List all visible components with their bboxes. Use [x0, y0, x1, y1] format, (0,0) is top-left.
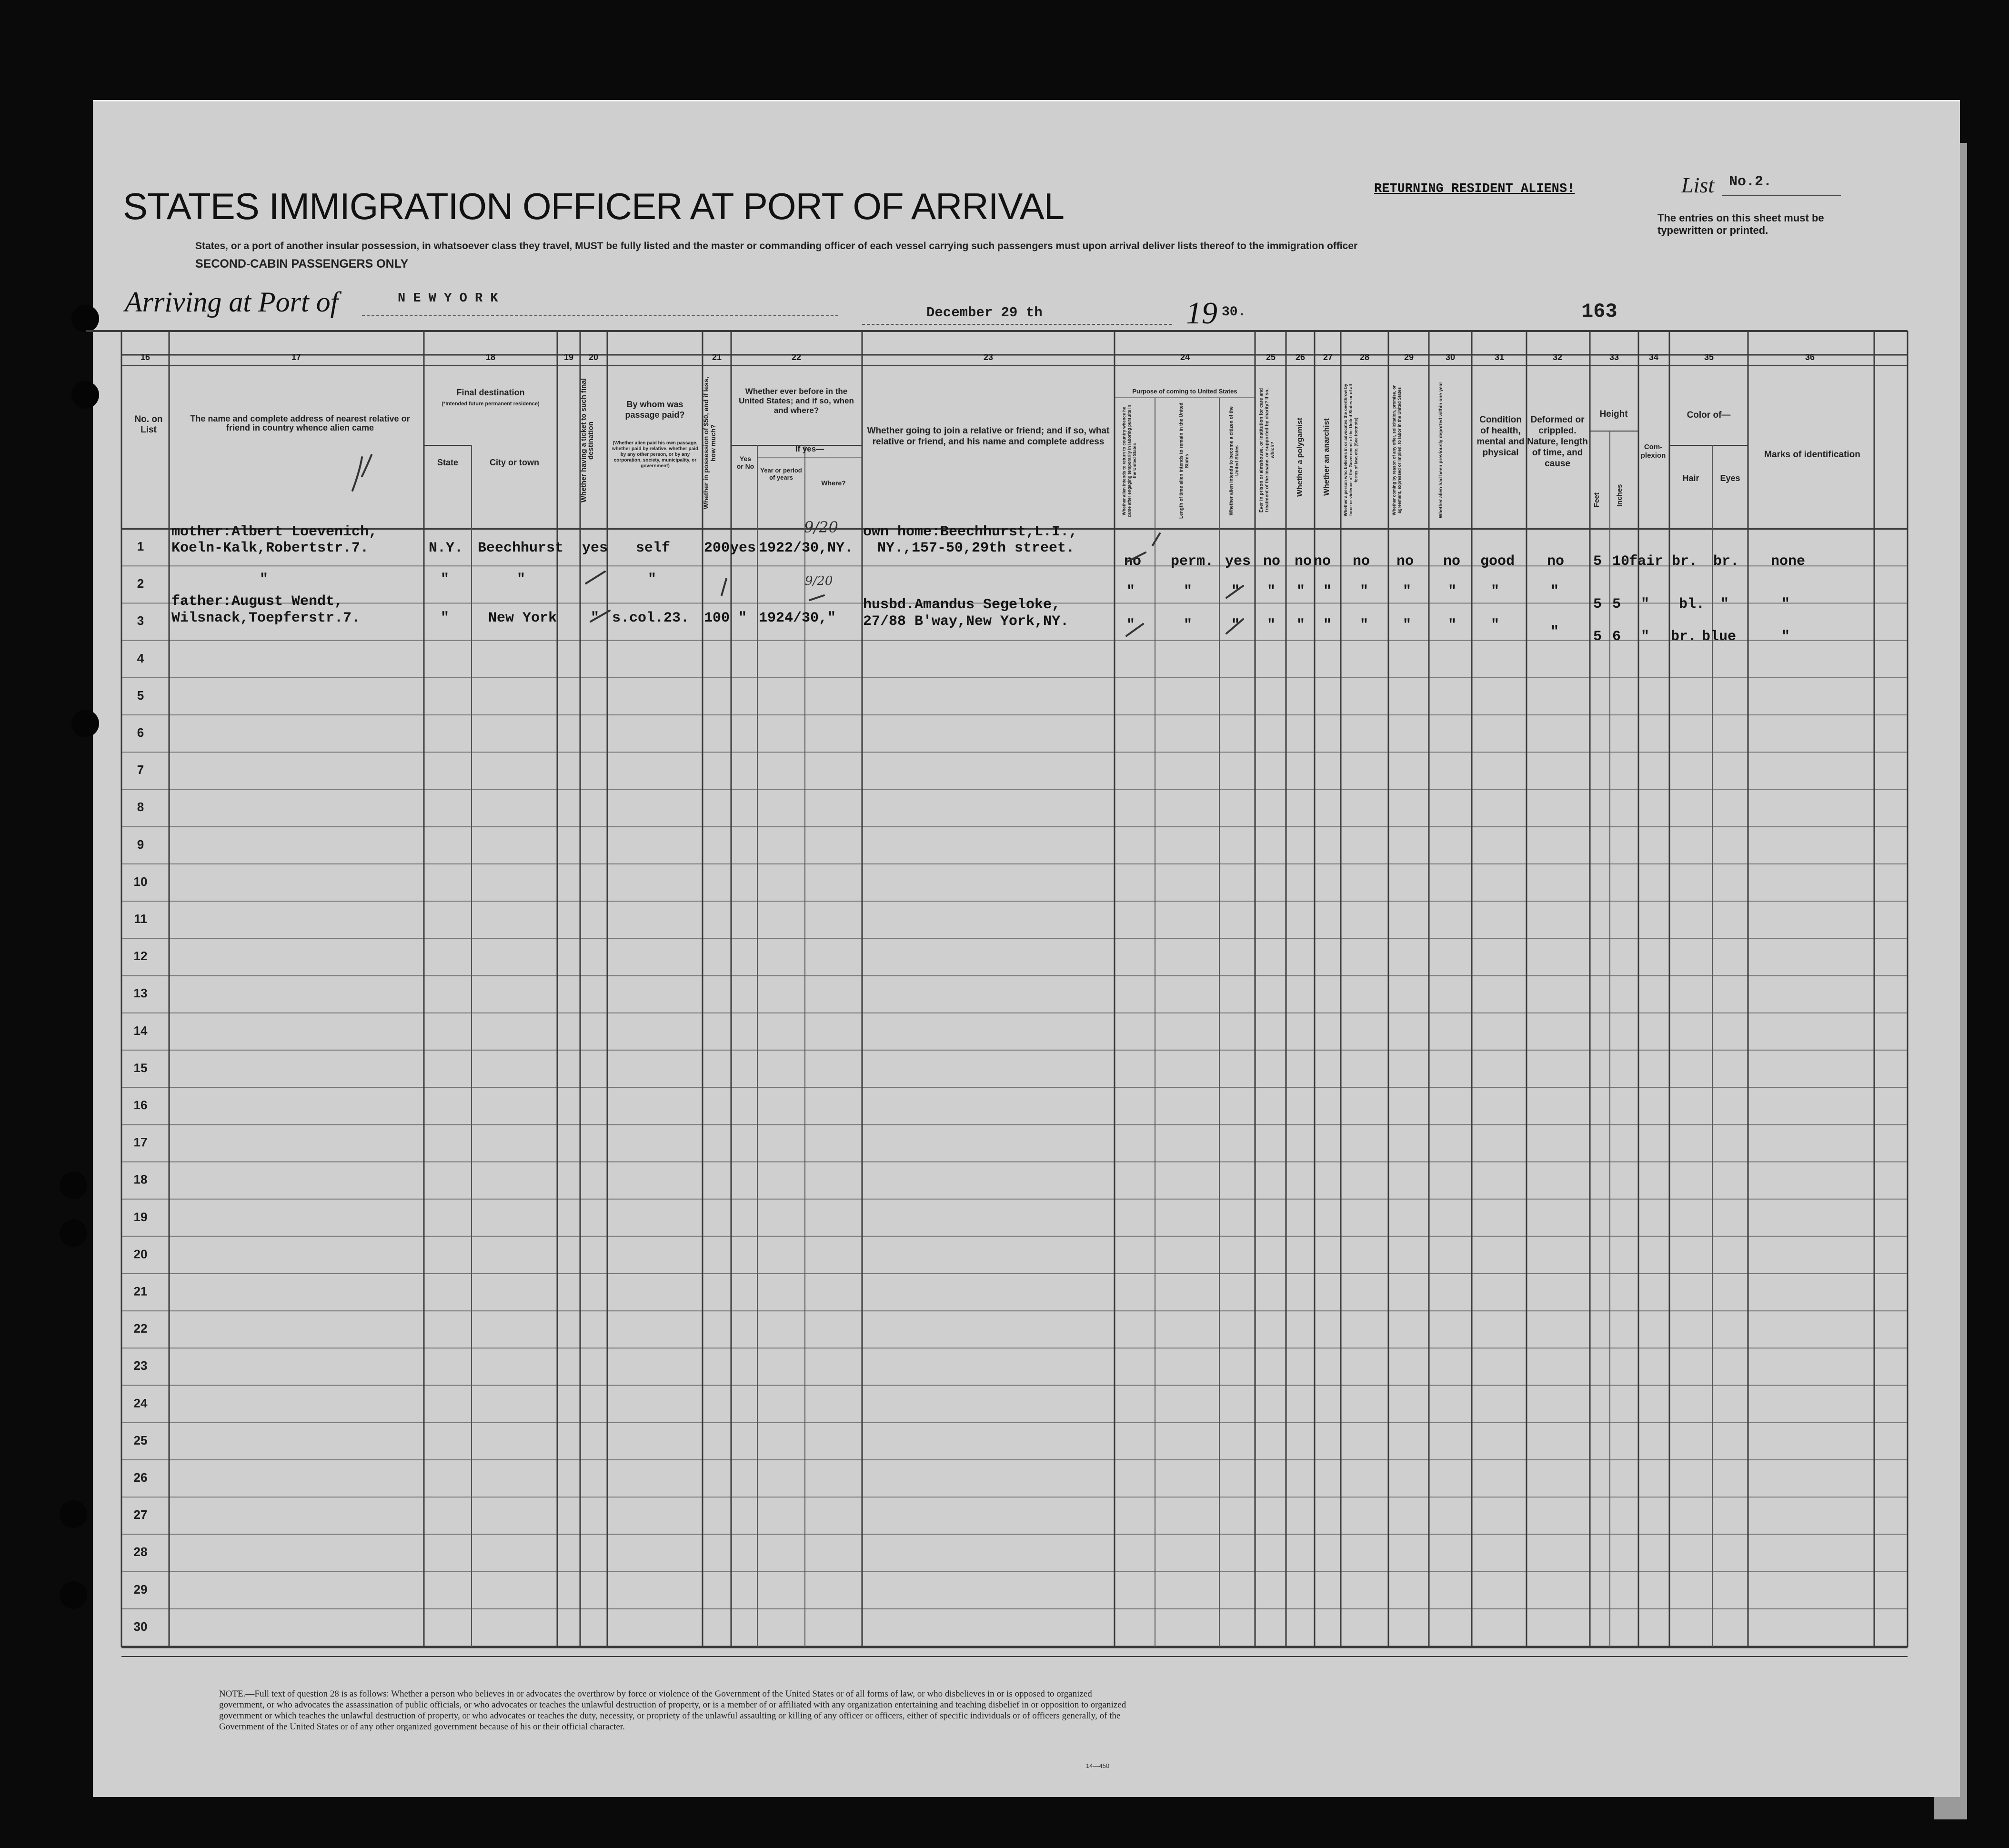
header-final-destination: Final destination — [456, 388, 525, 397]
r2-prison: " — [1267, 583, 1276, 600]
r1b-city: Beechhurst — [478, 540, 564, 556]
form-title: STATES IMMIGRATION OFFICER AT PORT OF ARRIVAL — [123, 185, 1065, 227]
row-number: 14 — [133, 1023, 148, 1038]
r1-purpose-citizen: yes — [1225, 553, 1251, 570]
r3b-years: 1924/30," — [759, 610, 836, 626]
column-number: 29 — [1404, 352, 1414, 362]
list-number: No.2. — [1729, 174, 1772, 190]
header-feet: Feet — [1593, 492, 1601, 508]
r1-join: own home:Beechhurst,L.I., — [863, 524, 1078, 540]
column-number: 33 — [1609, 352, 1619, 362]
r3-anarchist: " — [1323, 617, 1332, 633]
r1b-money: 200 — [704, 540, 730, 556]
row-number: 3 — [137, 613, 144, 628]
column-number: 31 — [1494, 352, 1505, 362]
header-eyes: Eyes — [1720, 473, 1740, 483]
row-number: 19 — [133, 1209, 148, 1224]
column-number: 20 — [588, 352, 599, 362]
header-labor-offer: Whether coming by reason of any offer, solicitation, promise, or agreement, expressed or implied, to labor in the United States — [1392, 385, 1402, 515]
r1-purpose-return: no — [1124, 553, 1142, 570]
port-name: N E W Y O R K — [398, 291, 498, 306]
header-purpose: Purpose of coming to United States — [1132, 388, 1237, 395]
r2-marks: " — [1781, 596, 1790, 613]
header-passage-paid-note: (Whether alien paid his own passage, whether paid by relative, whether paid by any other person, or by any corporation, society, municipality, or government) — [612, 441, 699, 469]
form-code: 14—450 — [1086, 1762, 1110, 1769]
header-prison: Ever in prison or almshouse, or institution for care and treatment of the insane, or supported by charity? If so, which? — [1259, 388, 1276, 512]
r3-purpose-citizen: " — [1231, 617, 1240, 633]
header-where: Where? — [821, 479, 846, 487]
row-number: 17 — [133, 1135, 148, 1150]
r1-health: good — [1480, 553, 1515, 570]
header-purpose-length: Length of time alien intends to remain in the United States — [1179, 402, 1190, 519]
r3-c29: " — [1403, 617, 1412, 633]
r1-marks: none — [1771, 553, 1806, 570]
r3-relative: father:August Wendt, — [171, 593, 343, 610]
header-color: Color of— — [1687, 410, 1731, 420]
r1-complexion: fair — [1629, 553, 1664, 570]
row-number: 23 — [133, 1358, 148, 1373]
footnote-question-28: NOTE.—Full text of question 28 is as follows: Whether a person who believes in or advocates the overthrow by force or violence of the Government of the United States or of all forms of law, or who disbelieves in or is opposed to organized government, or who advocates the assassination of public officials, or who advocates or teaches the unlawful destruction of property, or is a member of or affiliated with any organization entertaining and teaching disbelief in or opposition to organized government or which teaches the unlawful destruction of property, or who advocates or teaches the duty, necessity, or propriety of the unlawful assaulting or killing of any officer or officers, either of specific individuals or of officers generally, of the Government of the United States or of any other organized government because of his or their official character. — [219, 1689, 1126, 1732]
column-number: 18 — [485, 352, 496, 362]
row-number: 1 — [137, 539, 144, 553]
header-health: Condition of health, mental and physical — [1477, 415, 1525, 458]
r2-paid: " — [648, 572, 657, 588]
r3b-join: 27/88 B'way,New York,NY. — [863, 613, 1069, 630]
r3-join: husbd.Amandus Segeloke, — [863, 597, 1061, 613]
header-city: City or town — [490, 458, 539, 467]
handwritten-annotation: 9/20 — [804, 518, 838, 536]
r1-hair: br. — [1672, 553, 1698, 570]
header-complexion: Com-plexion — [1640, 443, 1666, 460]
r1b-paid: self — [636, 540, 671, 556]
r3-deformed: " — [1550, 624, 1559, 640]
header-final-destination-note: (*Intended future permanent residence) — [442, 401, 540, 407]
entries-note: The entries on this sheet must be typewritten or printed. — [1657, 212, 1824, 236]
header-ever-before: Whether ever before in the United States; and if so, when and where? — [739, 387, 854, 415]
r3b-money: 100 — [704, 610, 730, 626]
r3-feet: 5 — [1593, 629, 1602, 645]
r1-inches: 10 — [1612, 553, 1630, 570]
column-number: 21 — [712, 352, 722, 362]
column-number: 19 — [563, 352, 574, 362]
row-number: 12 — [133, 949, 148, 964]
r2-c29: " — [1403, 583, 1412, 600]
row-number: 30 — [133, 1619, 148, 1634]
column-number: 24 — [1180, 352, 1190, 362]
row-number: 2 — [137, 576, 144, 591]
r1-c28: no — [1353, 553, 1370, 570]
r2-city: " — [517, 572, 526, 588]
arrival-date: December 29 th — [926, 305, 1043, 321]
r1-c29: no — [1396, 553, 1414, 570]
r2-relative: " — [260, 572, 269, 588]
column-number: 27 — [1323, 352, 1333, 362]
row-number: 5 — [137, 688, 144, 703]
column-number: 36 — [1805, 352, 1815, 362]
r3b-ticket: " — [591, 610, 600, 626]
r1b-before: yes — [730, 540, 756, 556]
r3b-city: New York — [488, 610, 557, 626]
row-number: 21 — [133, 1284, 148, 1298]
header-marks: Marks of identification — [1764, 450, 1860, 460]
r2-complexion: " — [1641, 596, 1650, 613]
r3b-relative: Wilsnack,Toepferstr.7. — [171, 610, 361, 626]
handwritten-annotation: 9/20 — [805, 574, 833, 588]
r1-deformed: no — [1547, 553, 1565, 570]
header-polygamist: Whether a polygamist — [1296, 417, 1304, 497]
header-ticket: Whether having a ticket to such final destination — [580, 378, 595, 503]
row-number: 22 — [133, 1321, 148, 1336]
header-purpose-return: Whether alien intends to return to country whence he came after engaging temporarily in laboring pursuits in the United States — [1122, 404, 1137, 517]
row-number: 9 — [137, 837, 144, 852]
r1-c30: no — [1443, 553, 1461, 570]
r1b-join: NY.,157-50,29th street. — [877, 540, 1075, 556]
r1b-state: N.Y. — [429, 540, 463, 556]
row-number: 11 — [134, 912, 147, 926]
column-number: 22 — [791, 352, 802, 362]
header-yes-no: Yes or No — [736, 455, 754, 470]
header-year: Year or period of years — [760, 467, 802, 481]
r1b-relative: Koeln-Kalk,Robertstr.7. — [171, 540, 369, 556]
r3-health: " — [1491, 617, 1500, 633]
row-number: 28 — [133, 1545, 148, 1559]
header-inches: Inches — [1616, 484, 1624, 507]
r3-c28: " — [1360, 617, 1369, 633]
row-number: 20 — [133, 1246, 148, 1261]
header-purpose-citizen: Whether alien intends to become a citizen of the United States — [1229, 406, 1240, 515]
header-deported: Whether alien had been previously deported within one year — [1438, 382, 1444, 519]
r3-complexion: " — [1641, 629, 1650, 645]
r1-relative: mother:Albert Loevenich, — [171, 524, 378, 540]
r3-prison: " — [1267, 617, 1276, 633]
header-no-on-list: No. on List — [134, 414, 163, 435]
r3-purpose-return: " — [1126, 617, 1135, 633]
row-number: 10 — [133, 874, 148, 889]
year-prefix: 19 — [1186, 296, 1217, 331]
header-join-relative: Whether going to join a relative or friend; and if so, what relative or friend, and his name and complete address — [867, 426, 1110, 447]
r2-state: " — [441, 572, 450, 588]
r2-c30: " — [1448, 583, 1457, 600]
row-number: 24 — [133, 1396, 148, 1410]
column-number: 17 — [291, 352, 301, 362]
row-number: 25 — [133, 1433, 148, 1447]
returning-stamp: RETURNING RESIDENT ALIENS! — [1374, 182, 1575, 196]
header-passage-paid: By whom was passage paid? — [625, 400, 685, 420]
r2-deformed: " — [1550, 583, 1559, 600]
header-relative-address: The name and complete address of nearest relative or friend in country whence alien came — [190, 414, 410, 432]
row-number: 6 — [137, 725, 144, 740]
row-number: 29 — [133, 1582, 148, 1597]
r2-anarchist: " — [1323, 583, 1332, 600]
header-if-yes: If yes— — [795, 444, 824, 453]
arriving-label: Arriving at Port of — [125, 286, 339, 318]
r1-anarchist: no — [1314, 553, 1331, 570]
r2-hair: bl. — [1679, 596, 1705, 613]
row-number: 4 — [137, 651, 144, 665]
class-line: SECOND-CABIN PASSENGERS ONLY — [195, 257, 409, 271]
column-number: 30 — [1445, 352, 1456, 362]
row-number: 18 — [133, 1172, 148, 1187]
r1-polygamist: no — [1295, 553, 1312, 570]
row-number: 13 — [133, 986, 148, 1001]
r3b-paid: s.col.23. — [612, 610, 690, 626]
r1-eyes: br. — [1713, 553, 1739, 570]
r3-polygamist: " — [1296, 617, 1306, 633]
r3-eyes: blue — [1702, 629, 1737, 645]
r2-inches: 5 — [1612, 596, 1621, 613]
column-number: 32 — [1552, 352, 1563, 362]
r3-c30: " — [1448, 617, 1457, 633]
r3-marks: " — [1781, 629, 1790, 645]
r3b-state: " — [441, 610, 450, 626]
row-number: 15 — [133, 1060, 148, 1075]
list-label: List — [1681, 173, 1715, 197]
r2-purpose-return: " — [1126, 583, 1135, 600]
column-number: 28 — [1359, 352, 1370, 362]
header-height: Height — [1599, 409, 1628, 419]
r2-polygamist: " — [1296, 583, 1306, 600]
header-overthrow: Whether a person who believes in or advocates the overthrow by force or violence of the Government of the United States or of all forms of law, etc. (See footnote) — [1343, 383, 1358, 517]
column-number: 35 — [1704, 352, 1714, 362]
r3-inches: 6 — [1612, 629, 1621, 645]
r3-hair: br. — [1671, 629, 1697, 645]
r2-purpose-citizen: " — [1231, 583, 1240, 600]
header-hair: Hair — [1682, 473, 1699, 483]
column-number: 23 — [983, 352, 994, 362]
r2-eyes: " — [1720, 596, 1729, 613]
year-suffix: 30. — [1222, 305, 1246, 320]
row-number: 27 — [133, 1507, 148, 1522]
form-subtitle: States, or a port of another insular possession, in whatsoever class they travel, MUST be fully listed and the master or commanding officer of each vessel carrying such passengers must upon arrival deliver lists thereof to the immigration officer — [195, 241, 1358, 251]
column-number: 25 — [1266, 352, 1276, 362]
row-number: 26 — [133, 1470, 148, 1485]
r1-feet: 5 — [1593, 553, 1602, 570]
row-number: 16 — [133, 1098, 148, 1112]
r3-purpose-length: " — [1184, 617, 1193, 633]
row-number: 7 — [137, 763, 144, 777]
r2-feet: 5 — [1593, 596, 1602, 613]
r2-purpose-length: " — [1184, 583, 1193, 600]
row-number: 8 — [137, 800, 144, 814]
column-number: 26 — [1295, 352, 1306, 362]
r3b-before: " — [738, 610, 747, 626]
r1-purpose-length: perm. — [1171, 553, 1214, 570]
r2-c28: " — [1360, 583, 1369, 600]
header-deformed: Deformed or crippled. Nature, length of time, and cause — [1527, 415, 1588, 469]
header-money: Whether in possession of $50, and if less, how much? — [702, 377, 717, 509]
header-state: State — [437, 458, 458, 467]
header-anarchist: Whether an anarchist — [1323, 418, 1331, 496]
r1-prison: no — [1263, 553, 1281, 570]
r2-health: " — [1491, 583, 1500, 600]
page-number: 163 — [1581, 300, 1617, 323]
column-number: 34 — [1648, 352, 1659, 362]
r1b-years: 1922/30,NY. — [759, 540, 854, 556]
r1b-ticket: yes — [582, 540, 608, 556]
column-number: 16 — [140, 352, 151, 362]
